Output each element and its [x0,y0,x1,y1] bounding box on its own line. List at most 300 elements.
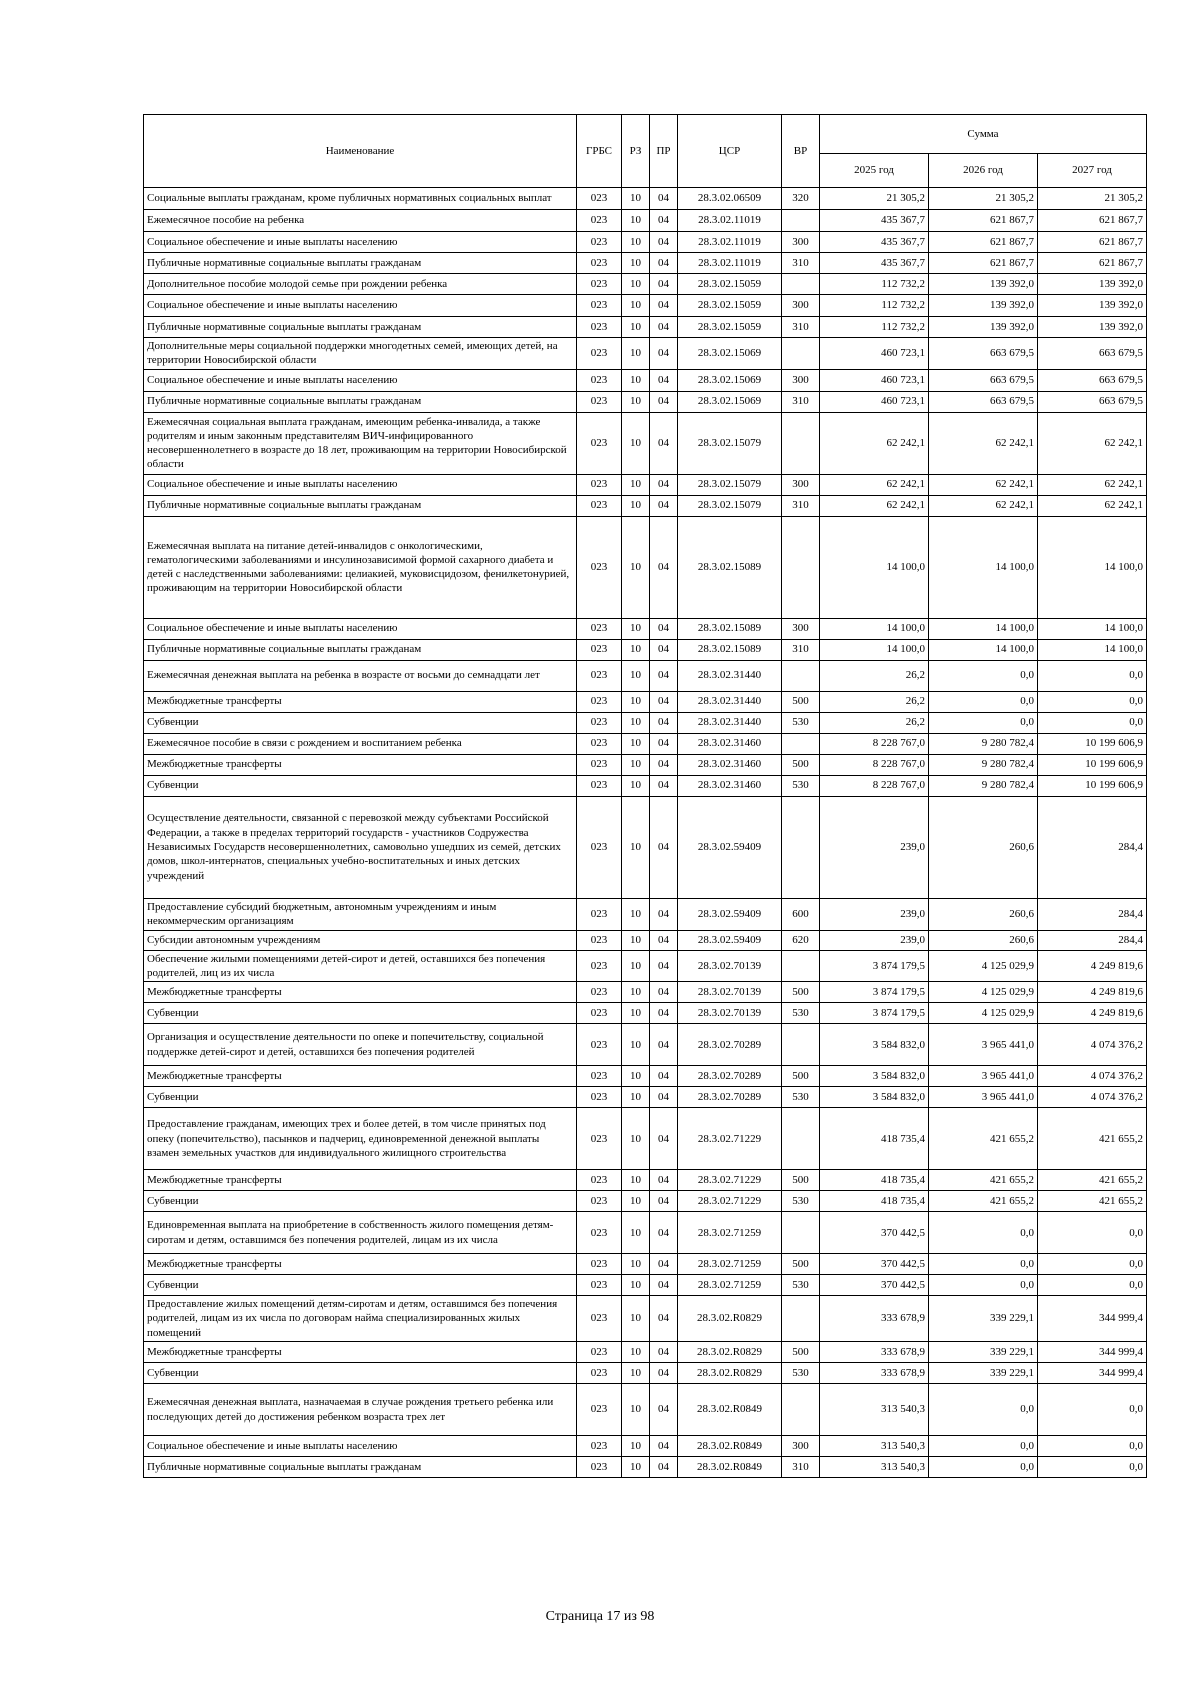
cell-rz: 10 [622,188,650,210]
cell-2027: 10 199 606,9 [1038,754,1147,775]
cell-rz: 10 [622,950,650,982]
cell-csr: 28.3.02.71229 [678,1108,782,1170]
cell-2026: 663 679,5 [929,369,1038,391]
table-row [144,733,1147,754]
table-row [144,1457,1147,1478]
cell-csr: 28.3.02.15089 [678,639,782,660]
cell-csr: 28.3.02.R0829 [678,1342,782,1363]
cell-rz: 10 [622,1384,650,1436]
cell-pr: 04 [650,210,678,232]
cell-2027: 663 679,5 [1038,369,1147,391]
cell-2027: 344 999,4 [1038,1342,1147,1363]
cell-name: Единовременная выплата на приобретение в собственность жилого помещения детям-сиротам и детям, оставшимся без попечения родителей, лицам из их числа [144,1212,577,1254]
cell-2025: 460 723,1 [820,338,929,370]
cell-vr [782,733,820,754]
cell-csr: 28.3.02.11019 [678,253,782,274]
cell-vr: 300 [782,618,820,639]
cell-2026: 421 655,2 [929,1170,1038,1191]
cell-2025: 239,0 [820,796,929,898]
cell-rz: 10 [622,391,650,412]
cell-2027: 421 655,2 [1038,1170,1147,1191]
cell-grbs: 023 [577,1191,622,1212]
table-row [144,210,1147,232]
cell-csr: 28.3.02.15079 [678,495,782,516]
cell-grbs: 023 [577,1066,622,1087]
cell-rz: 10 [622,1342,650,1363]
cell-2026: 9 280 782,4 [929,733,1038,754]
cell-2026: 260,6 [929,898,1038,930]
table-row [144,1108,1147,1170]
cell-2026: 0,0 [929,1436,1038,1457]
table-header [144,115,1147,188]
cell-rz: 10 [622,660,650,691]
cell-name: Межбюджетные трансферты [144,1066,577,1087]
cell-pr: 04 [650,474,678,495]
cell-grbs: 023 [577,775,622,796]
cell-2027: 14 100,0 [1038,618,1147,639]
cell-grbs: 023 [577,1212,622,1254]
cell-name: Ежемесячная выплата на питание детей-инвалидов с онкологическими, гематологическими заболеваниями и инсулинозависимой формой сахарного диабета и детей с наследственными заболеваниями: целиакией, муковисцидозом, фенилкетонурией, проживающим на территории Новосибирской области [144,516,577,618]
cell-2027: 284,4 [1038,898,1147,930]
cell-pr: 04 [650,1457,678,1478]
cell-pr: 04 [650,369,678,391]
cell-2026: 14 100,0 [929,516,1038,618]
cell-vr [782,338,820,370]
cell-name: Субвенции [144,775,577,796]
cell-2025: 26,2 [820,691,929,712]
cell-2025: 460 723,1 [820,369,929,391]
cell-csr: 28.3.02.31440 [678,712,782,733]
page-number: Страница 17 из 98 [545,1609,655,1624]
cell-csr: 28.3.02.15069 [678,338,782,370]
cell-2026: 260,6 [929,930,1038,950]
cell-2026: 621 867,7 [929,232,1038,253]
cell-2025: 8 228 767,0 [820,733,929,754]
cell-rz: 10 [622,1066,650,1087]
cell-csr: 28.3.02.R0829 [678,1363,782,1384]
table-row [144,317,1147,338]
cell-pr: 04 [650,639,678,660]
cell-vr [782,516,820,618]
cell-grbs: 023 [577,253,622,274]
cell-2027: 0,0 [1038,712,1147,733]
cell-grbs: 023 [577,295,622,317]
cell-2026: 0,0 [929,660,1038,691]
cell-rz: 10 [622,253,650,274]
cell-name: Ежемесячное пособие в связи с рождением и воспитанием ребенка [144,733,577,754]
cell-pr: 04 [650,775,678,796]
cell-pr: 04 [650,1254,678,1275]
cell-2026: 3 965 441,0 [929,1024,1038,1066]
cell-2026: 21 305,2 [929,188,1038,210]
cell-pr: 04 [650,495,678,516]
cell-rz: 10 [622,1191,650,1212]
cell-grbs: 023 [577,733,622,754]
cell-vr: 300 [782,474,820,495]
cell-2026: 0,0 [929,712,1038,733]
cell-name: Межбюджетные трансферты [144,1254,577,1275]
cell-2026: 621 867,7 [929,210,1038,232]
cell-name: Осуществление деятельности, связанной с перевозкой между субъектами Российской Федерации, а также в пределах территорий государств - участников Содружества Независимых Государств несовершеннолетних, самовольно ушедших из семей, детских домов, школ-интернатов, специальных учебно-воспитательных и иных детских учреждений [144,796,577,898]
table-row [144,660,1147,691]
cell-vr: 310 [782,253,820,274]
cell-2026: 9 280 782,4 [929,754,1038,775]
cell-pr: 04 [650,660,678,691]
cell-pr: 04 [650,274,678,295]
table-row [144,950,1147,982]
table-row [144,338,1147,370]
cell-vr: 530 [782,775,820,796]
cell-csr: 28.3.02.59409 [678,930,782,950]
cell-rz: 10 [622,639,650,660]
cell-2027: 663 679,5 [1038,338,1147,370]
cell-grbs: 023 [577,950,622,982]
table-row [144,898,1147,930]
table-row [144,691,1147,712]
cell-rz: 10 [622,1275,650,1296]
cell-rz: 10 [622,1457,650,1478]
header-year-2025: 2025 год [820,154,929,188]
cell-grbs: 023 [577,1342,622,1363]
cell-grbs: 023 [577,1003,622,1024]
cell-2025: 62 242,1 [820,412,929,474]
table-row [144,253,1147,274]
cell-2026: 139 392,0 [929,295,1038,317]
cell-pr: 04 [650,1296,678,1342]
cell-2027: 139 392,0 [1038,274,1147,295]
table-row [144,1254,1147,1275]
cell-2026: 4 125 029,9 [929,950,1038,982]
table-row [144,188,1147,210]
cell-2025: 3 874 179,5 [820,982,929,1003]
cell-grbs: 023 [577,1384,622,1436]
cell-rz: 10 [622,982,650,1003]
header-vr: ВР [782,115,820,188]
cell-csr: 28.3.02.15089 [678,516,782,618]
table-row [144,474,1147,495]
cell-csr: 28.3.02.71229 [678,1191,782,1212]
table-row [144,639,1147,660]
cell-2025: 418 735,4 [820,1170,929,1191]
cell-2026: 62 242,1 [929,495,1038,516]
cell-grbs: 023 [577,210,622,232]
cell-csr: 28.3.02.70139 [678,982,782,1003]
cell-grbs: 023 [577,898,622,930]
cell-name: Субвенции [144,1191,577,1212]
cell-grbs: 023 [577,1363,622,1384]
cell-2025: 370 442,5 [820,1275,929,1296]
table-row [144,1066,1147,1087]
cell-rz: 10 [622,338,650,370]
cell-grbs: 023 [577,188,622,210]
cell-2027: 4 249 819,6 [1038,950,1147,982]
cell-name: Межбюджетные трансферты [144,1170,577,1191]
cell-2027: 421 655,2 [1038,1108,1147,1170]
cell-csr: 28.3.02.15079 [678,412,782,474]
cell-csr: 28.3.02.59409 [678,796,782,898]
cell-2025: 435 367,7 [820,210,929,232]
table-row [144,1342,1147,1363]
cell-csr: 28.3.02.11019 [678,232,782,253]
cell-2025: 3 584 832,0 [820,1087,929,1108]
cell-2027: 62 242,1 [1038,474,1147,495]
cell-name: Межбюджетные трансферты [144,982,577,1003]
cell-2025: 418 735,4 [820,1191,929,1212]
cell-2026: 0,0 [929,1275,1038,1296]
cell-2026: 339 229,1 [929,1363,1038,1384]
cell-csr: 28.3.02.31460 [678,775,782,796]
cell-2026: 663 679,5 [929,391,1038,412]
cell-2025: 112 732,2 [820,274,929,295]
cell-pr: 04 [650,712,678,733]
cell-2027: 284,4 [1038,930,1147,950]
table-row [144,1170,1147,1191]
cell-csr: 28.3.02.15079 [678,474,782,495]
table-row [144,295,1147,317]
cell-name: Социальное обеспечение и иные выплаты населению [144,295,577,317]
cell-2025: 435 367,7 [820,232,929,253]
cell-rz: 10 [622,1363,650,1384]
header-rz: РЗ [622,115,650,188]
table-row [144,495,1147,516]
cell-grbs: 023 [577,274,622,295]
cell-rz: 10 [622,1436,650,1457]
cell-2026: 621 867,7 [929,253,1038,274]
cell-rz: 10 [622,210,650,232]
cell-2025: 313 540,3 [820,1436,929,1457]
cell-rz: 10 [622,691,650,712]
cell-pr: 04 [650,691,678,712]
cell-csr: 28.3.02.15069 [678,391,782,412]
cell-vr: 530 [782,712,820,733]
cell-rz: 10 [622,733,650,754]
cell-2027: 4 074 376,2 [1038,1087,1147,1108]
cell-2025: 370 442,5 [820,1254,929,1275]
header-sum: Сумма [820,115,1147,154]
cell-2027: 621 867,7 [1038,210,1147,232]
cell-pr: 04 [650,1212,678,1254]
cell-csr: 28.3.02.71259 [678,1212,782,1254]
cell-grbs: 023 [577,232,622,253]
cell-grbs: 023 [577,1436,622,1457]
cell-name: Предоставление жилых помещений детям-сиротам и детям, оставшимся без попечения родителей, лицам из их числа по договорам найма специализированных жилых помещений [144,1296,577,1342]
cell-2025: 14 100,0 [820,618,929,639]
cell-grbs: 023 [577,495,622,516]
cell-2026: 3 965 441,0 [929,1066,1038,1087]
cell-rz: 10 [622,930,650,950]
table-row [144,796,1147,898]
cell-2026: 0,0 [929,1384,1038,1436]
cell-grbs: 023 [577,754,622,775]
cell-vr: 310 [782,317,820,338]
cell-csr: 28.3.02.70139 [678,950,782,982]
cell-rz: 10 [622,412,650,474]
cell-pr: 04 [650,982,678,1003]
cell-2027: 62 242,1 [1038,412,1147,474]
cell-vr: 300 [782,1436,820,1457]
table-row [144,982,1147,1003]
cell-pr: 04 [650,1087,678,1108]
cell-rz: 10 [622,1212,650,1254]
cell-csr: 28.3.02.31440 [678,660,782,691]
cell-2025: 313 540,3 [820,1384,929,1436]
cell-csr: 28.3.02.15089 [678,618,782,639]
cell-name: Публичные нормативные социальные выплаты гражданам [144,317,577,338]
cell-vr: 310 [782,495,820,516]
cell-2027: 10 199 606,9 [1038,775,1147,796]
cell-rz: 10 [622,274,650,295]
cell-2026: 14 100,0 [929,618,1038,639]
cell-2027: 0,0 [1038,660,1147,691]
header-csr: ЦСР [678,115,782,188]
cell-rz: 10 [622,1170,650,1191]
cell-name: Обеспечение жилыми помещениями детей-сирот и детей, оставшихся без попечения родителей, лиц из их числа [144,950,577,982]
cell-2025: 3 584 832,0 [820,1066,929,1087]
cell-2025: 333 678,9 [820,1296,929,1342]
cell-name: Публичные нормативные социальные выплаты гражданам [144,391,577,412]
cell-vr [782,1212,820,1254]
cell-2027: 10 199 606,9 [1038,733,1147,754]
header-grbs: ГРБС [577,115,622,188]
header-pr: ПР [650,115,678,188]
cell-grbs: 023 [577,1457,622,1478]
cell-rz: 10 [622,1003,650,1024]
cell-grbs: 023 [577,1254,622,1275]
cell-pr: 04 [650,188,678,210]
cell-2027: 62 242,1 [1038,495,1147,516]
cell-rz: 10 [622,775,650,796]
cell-2026: 4 125 029,9 [929,1003,1038,1024]
cell-grbs: 023 [577,369,622,391]
cell-pr: 04 [650,1108,678,1170]
cell-grbs: 023 [577,712,622,733]
cell-pr: 04 [650,1191,678,1212]
cell-2026: 139 392,0 [929,274,1038,295]
table-row [144,1436,1147,1457]
cell-name: Субвенции [144,712,577,733]
cell-rz: 10 [622,1296,650,1342]
cell-vr: 530 [782,1191,820,1212]
cell-csr: 28.3.02.70289 [678,1087,782,1108]
cell-vr: 500 [782,982,820,1003]
cell-2025: 112 732,2 [820,295,929,317]
cell-2025: 112 732,2 [820,317,929,338]
cell-pr: 04 [650,338,678,370]
cell-csr: 28.3.02.31440 [678,691,782,712]
cell-vr: 530 [782,1003,820,1024]
cell-rz: 10 [622,295,650,317]
cell-csr: 28.3.02.15059 [678,274,782,295]
cell-rz: 10 [622,474,650,495]
cell-pr: 04 [650,1024,678,1066]
table-row [144,1191,1147,1212]
cell-name: Межбюджетные трансферты [144,1342,577,1363]
cell-vr [782,1108,820,1170]
cell-pr: 04 [650,618,678,639]
cell-vr: 320 [782,188,820,210]
cell-csr: 28.3.02.15069 [678,369,782,391]
table-row [144,775,1147,796]
cell-pr: 04 [650,1170,678,1191]
table-row [144,516,1147,618]
cell-2027: 4 249 819,6 [1038,1003,1147,1024]
cell-rz: 10 [622,1108,650,1170]
cell-name: Дополнительное пособие молодой семье при рождении ребенка [144,274,577,295]
cell-name: Публичные нормативные социальные выплаты гражданам [144,495,577,516]
cell-pr: 04 [650,1384,678,1436]
cell-grbs: 023 [577,982,622,1003]
cell-grbs: 023 [577,1170,622,1191]
cell-2026: 0,0 [929,1212,1038,1254]
cell-name: Межбюджетные трансферты [144,754,577,775]
table-row [144,1384,1147,1436]
budget-table [143,114,1147,1478]
cell-2026: 0,0 [929,691,1038,712]
cell-grbs: 023 [577,1296,622,1342]
cell-2027: 14 100,0 [1038,516,1147,618]
cell-grbs: 023 [577,660,622,691]
cell-csr: 28.3.02.11019 [678,210,782,232]
cell-2025: 460 723,1 [820,391,929,412]
cell-vr [782,1296,820,1342]
cell-grbs: 023 [577,1275,622,1296]
cell-2026: 0,0 [929,1457,1038,1478]
cell-rz: 10 [622,1024,650,1066]
cell-grbs: 023 [577,516,622,618]
cell-vr: 300 [782,295,820,317]
table-row [144,1212,1147,1254]
table-row [144,369,1147,391]
cell-2025: 21 305,2 [820,188,929,210]
cell-rz: 10 [622,1254,650,1275]
cell-2027: 0,0 [1038,1275,1147,1296]
cell-2027: 139 392,0 [1038,295,1147,317]
cell-grbs: 023 [577,391,622,412]
header-year-2027: 2027 год [1038,154,1147,188]
cell-pr: 04 [650,733,678,754]
cell-2025: 435 367,7 [820,253,929,274]
cell-pr: 04 [650,796,678,898]
cell-name: Ежемесячная денежная выплата, назначаемая в случае рождения третьего ребенка или последующих детей до достижения ребенком возраста трех лет [144,1384,577,1436]
cell-rz: 10 [622,898,650,930]
cell-2025: 62 242,1 [820,495,929,516]
cell-csr: 28.3.02.59409 [678,898,782,930]
cell-vr: 530 [782,1275,820,1296]
cell-name: Ежемесячное пособие на ребенка [144,210,577,232]
cell-rz: 10 [622,796,650,898]
cell-2026: 139 392,0 [929,317,1038,338]
cell-vr: 310 [782,1457,820,1478]
cell-vr [782,950,820,982]
cell-2026: 421 655,2 [929,1108,1038,1170]
cell-vr: 310 [782,391,820,412]
cell-rz: 10 [622,712,650,733]
cell-name: Социальное обеспечение и иные выплаты населению [144,369,577,391]
cell-csr: 28.3.02.R0829 [678,1296,782,1342]
cell-rz: 10 [622,369,650,391]
table-row [144,930,1147,950]
cell-vr: 500 [782,1066,820,1087]
cell-2026: 0,0 [929,1254,1038,1275]
table-row [144,754,1147,775]
cell-csr: 28.3.02.R0849 [678,1457,782,1478]
cell-vr: 530 [782,1087,820,1108]
cell-pr: 04 [650,391,678,412]
cell-name: Предоставление субсидий бюджетным, автономным учреждениям и иным некоммерческим организациям [144,898,577,930]
cell-2027: 0,0 [1038,1212,1147,1254]
cell-2025: 14 100,0 [820,516,929,618]
cell-rz: 10 [622,618,650,639]
